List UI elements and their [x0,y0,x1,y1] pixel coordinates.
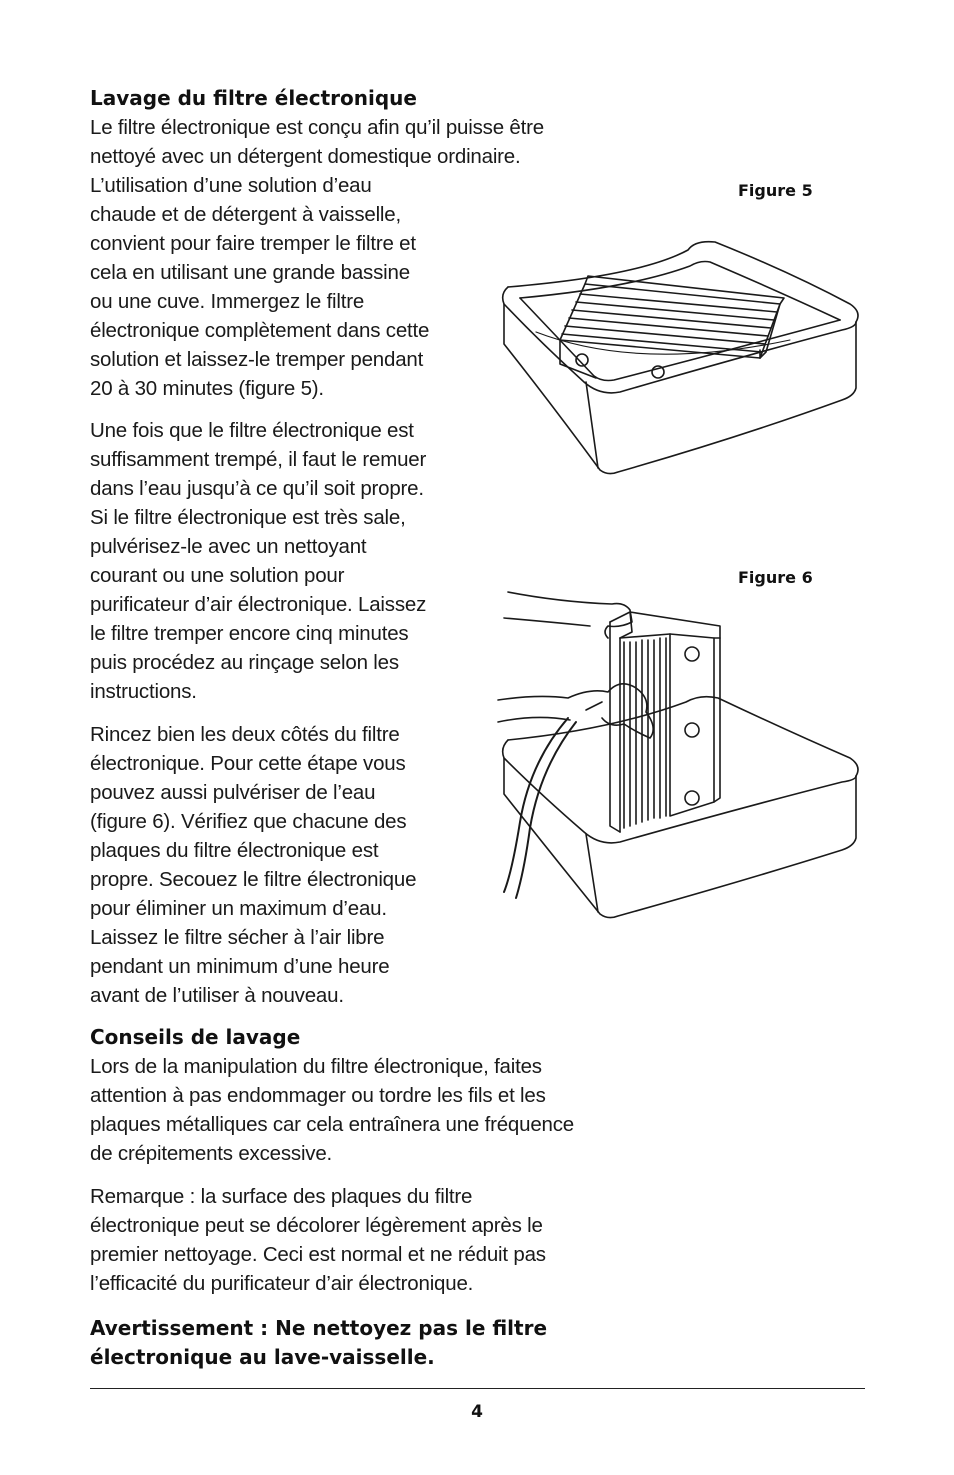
text-line: purificateur d’air électronique. Laissez [90,593,427,616]
paragraph-soaking [90,113,544,403]
text-line: pendant un minimum d’une heure [90,955,390,978]
text-line: Une fois que le filtre électronique est [90,419,414,442]
page-number: 4 [471,1402,483,1422]
footer-divider [90,1388,865,1389]
text-line: Lors de la manipulation du filtre électronique, faites [90,1055,542,1078]
text-line: premier nettoyage. Ceci est normal et ne réduit pas [90,1243,546,1266]
text-line: Remarque : la surface des plaques du filtre [90,1185,473,1208]
text-line: pouvez aussi pulvériser de l’eau [90,781,376,804]
text-line: ou une cuve. Immergez le filtre [90,290,365,313]
text-line: Si le filtre électronique est très sale, [90,506,406,529]
paragraph-handling [90,1052,574,1168]
text-line: pour éliminer un maximum d’eau. [90,897,387,920]
text-line: électronique peut se décolorer légèrement après le [90,1214,543,1237]
text-line: nettoyé avec un détergent domestique ordinaire. [90,145,521,168]
text-line: solution et laissez-le tremper pendant [90,348,424,371]
text-line: le filtre tremper encore cinq minutes [90,622,409,645]
text-line: 20 à 30 minutes (figure 5). [90,377,324,400]
text-line: attention à pas endommager ou tordre les fils et les [90,1084,546,1107]
text-line: Laissez le filtre sécher à l’air libre [90,926,385,949]
text-line: convient pour faire tremper le filtre et [90,232,416,255]
text-line: L’utilisation d’une solution d’eau [90,174,372,197]
text-line: (figure 6). Vérifiez que chacune des [90,810,407,833]
warning-text [90,1314,547,1372]
paragraph-rinsing [90,720,416,1010]
text-line: propre. Secouez le filtre électronique [90,868,417,891]
figure-5-label: Figure 5 [738,181,813,200]
text-line: électronique complètement dans cette [90,319,430,342]
paragraph-agitating [90,416,426,706]
text-line: électronique. Pour cette étape vous [90,752,406,775]
text-line: plaques métalliques car cela entraînera une fréquence [90,1113,574,1136]
figure-6-illustration-rinsing-filter [490,582,870,922]
paragraph-note [90,1182,546,1298]
text-line: électronique au lave-vaisselle. [90,1345,435,1369]
text-line: l’efficacité du purificateur d’air électronique. [90,1272,474,1295]
text-line: puis procédez au rinçage selon les [90,651,399,674]
figure-5-illustration-filter-in-tub [490,232,870,482]
text-line: instructions. [90,680,197,703]
text-line: Avertissement : Ne nettoyez pas le filtre [90,1316,548,1340]
text-line: courant ou une solution pour [90,564,345,587]
text-line: avant de l’utiliser à nouveau. [90,984,344,1007]
text-line: Rincez bien les deux côtés du filtre [90,723,400,746]
section-heading-washing: Lavage du filtre électronique [90,86,417,110]
text-line: suffisamment trempé, il faut le remuer [90,448,427,471]
text-line: cela en utilisant une grande bassine [90,261,410,284]
text-line: dans l’eau jusqu’à ce qu’il soit propre. [90,477,424,500]
text-line: plaques du filtre électronique est [90,839,379,862]
text-line: chaude et de détergent à vaisselle, [90,203,401,226]
figure-6-label: Figure 6 [738,568,813,587]
text-line: Le filtre électronique est conçu afin qu’il puisse être [90,116,544,139]
text-line: de crépitements excessive. [90,1142,333,1165]
text-line: pulvérisez-le avec un nettoyant [90,535,367,558]
section-heading-tips: Conseils de lavage [90,1025,301,1049]
